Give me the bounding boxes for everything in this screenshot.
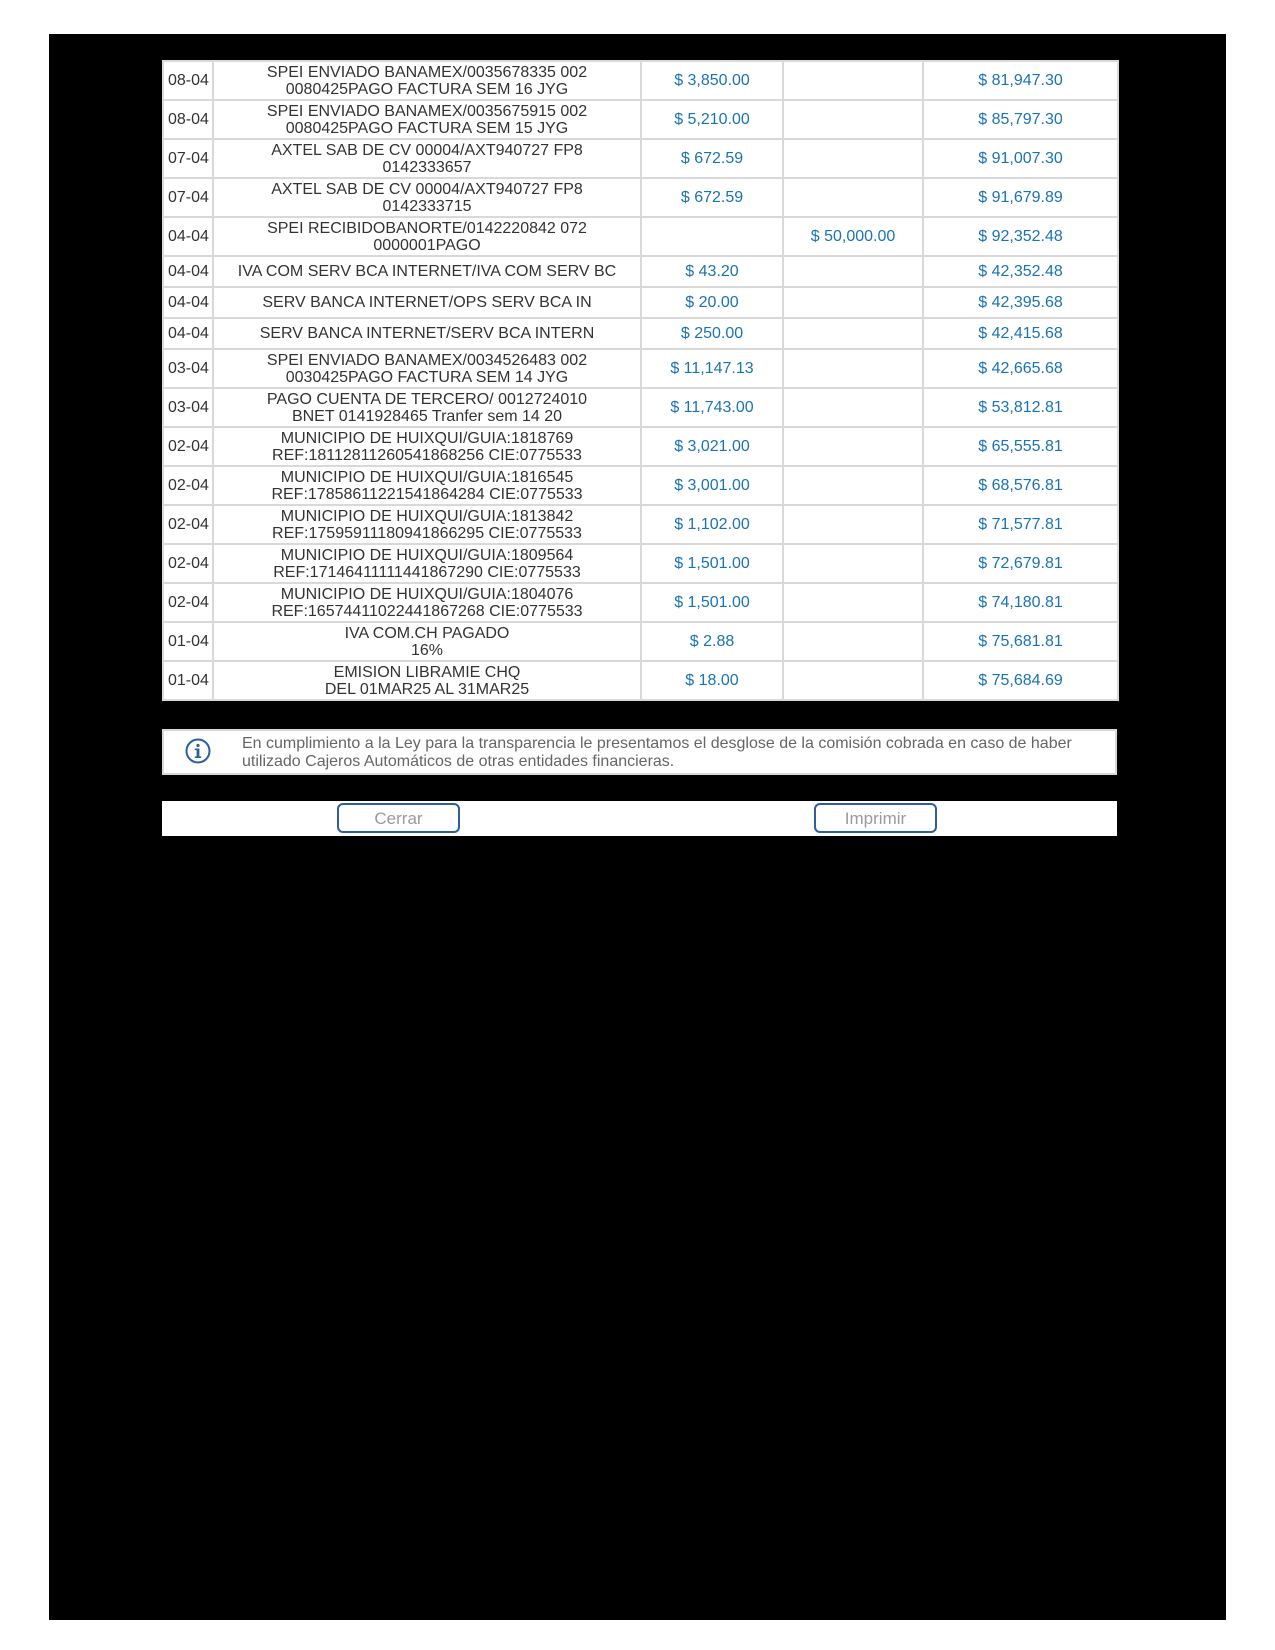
table-row (163, 349, 1118, 388)
transaction-charge: $ 1,102.00 (641, 505, 783, 544)
transaction-description (213, 100, 641, 139)
transaction-balance: $ 68,576.81 (923, 466, 1118, 505)
table-row (163, 139, 1118, 178)
transaction-balance: $ 85,797.30 (923, 100, 1118, 139)
transaction-deposit (783, 318, 923, 349)
transaction-deposit (783, 505, 923, 544)
transactions-panel (162, 60, 1117, 701)
transaction-balance: $ 91,007.30 (923, 139, 1118, 178)
commission-notice-text: En cumplimiento a la Ley para la transparencia le presentamos el desglose de la comisión cobrada en caso de haber utilizado Cajeros Automáticos de otras entidades financieras. (242, 735, 1072, 770)
transaction-charge (641, 217, 783, 256)
transaction-deposit (783, 583, 923, 622)
description-line: REF:18112811260541868256 CIE:0775533 (272, 446, 582, 464)
transaction-date: 07-04 (163, 139, 213, 178)
transaction-charge: $ 1,501.00 (641, 583, 783, 622)
transaction-deposit (783, 139, 923, 178)
transaction-deposit (783, 256, 923, 287)
transaction-description (213, 61, 641, 100)
close-button[interactable]: Cerrar (337, 803, 460, 833)
table-row (163, 661, 1118, 700)
transaction-description (213, 583, 641, 622)
description-line: 0000001PAGO (373, 236, 481, 254)
transactions-table (162, 60, 1119, 701)
description-line: PAGO CUENTA DE TERCERO/ 0012724010 (266, 390, 588, 408)
transaction-charge: $ 3,850.00 (641, 61, 783, 100)
transaction-charge: $ 3,001.00 (641, 466, 783, 505)
transaction-balance: $ 42,395.68 (923, 287, 1118, 318)
description-line: REF:17595911180941866295 CIE:0775533 (272, 524, 582, 542)
description-line: SERV BANCA INTERNET/SERV BCA INTERN (259, 325, 595, 342)
info-icon (185, 738, 211, 764)
transaction-description (213, 318, 641, 349)
transaction-description (213, 427, 641, 466)
transaction-date: 02-04 (163, 505, 213, 544)
description-line: MUNICIPIO DE HUIXQUI/GUIA:1813842 (280, 507, 574, 525)
description-line: REF:16574411022441867268 CIE:0775533 (271, 602, 583, 620)
description-line: DEL 01MAR25 AL 31MAR25 (324, 680, 530, 698)
transaction-charge: $ 11,743.00 (641, 388, 783, 427)
transaction-date: 03-04 (163, 388, 213, 427)
description-line: REF:17146411111441867290 CIE:0775533 (273, 563, 581, 581)
description-line: BNET 0141928465 Tranfer sem 14 20 (291, 407, 563, 425)
transaction-balance: $ 53,812.81 (923, 388, 1118, 427)
description-line: MUNICIPIO DE HUIXQUI/GUIA:1818769 (280, 429, 574, 447)
description-line: MUNICIPIO DE HUIXQUI/GUIA:1804076 (280, 585, 574, 603)
table-row (163, 466, 1118, 505)
description-line: 0142333715 (382, 197, 472, 215)
transaction-date: 07-04 (163, 178, 213, 217)
table-row (163, 100, 1118, 139)
transaction-charge: $ 18.00 (641, 661, 783, 700)
transaction-date: 02-04 (163, 583, 213, 622)
transaction-description (213, 349, 641, 388)
transaction-date: 02-04 (163, 427, 213, 466)
description-line: SPEI ENVIADO BANAMEX/0035678335 002 (266, 63, 588, 81)
description-line: SPEI RECIBIDOBANORTE/0142220842 072 (267, 219, 587, 237)
transaction-deposit (783, 349, 923, 388)
transaction-charge: $ 11,147.13 (641, 349, 783, 388)
transaction-balance: $ 42,665.68 (923, 349, 1118, 388)
description-line: AXTEL SAB DE CV 00004/AXT940727 FP8 (271, 141, 583, 159)
description-line: IVA COM SERV BCA INTERNET/IVA COM SERV BC (237, 263, 617, 280)
transaction-deposit (783, 287, 923, 318)
description-line: MUNICIPIO DE HUIXQUI/GUIA:1809564 (280, 546, 574, 564)
transaction-description (213, 256, 641, 287)
action-bar (162, 801, 1117, 836)
description-line: SPEI ENVIADO BANAMEX/0035675915 002 (266, 102, 588, 120)
transactions-table-body (163, 61, 1118, 700)
transaction-balance: $ 92,352.48 (923, 217, 1118, 256)
transaction-date: 04-04 (163, 256, 213, 287)
description-line: IVA COM.CH PAGADO (344, 624, 510, 642)
transaction-deposit (783, 544, 923, 583)
transaction-date: 01-04 (163, 622, 213, 661)
transaction-balance: $ 65,555.81 (923, 427, 1118, 466)
transaction-charge: $ 3,021.00 (641, 427, 783, 466)
transaction-charge: $ 1,501.00 (641, 544, 783, 583)
table-row (163, 217, 1118, 256)
transaction-description (213, 505, 641, 544)
transaction-date: 04-04 (163, 318, 213, 349)
table-row (163, 178, 1118, 217)
table-row (163, 622, 1118, 661)
transaction-balance: $ 42,415.68 (923, 318, 1118, 349)
description-line: EMISION LIBRAMIE CHQ (333, 663, 521, 681)
table-row (163, 256, 1118, 287)
description-line: SERV BANCA INTERNET/OPS SERV BCA IN (262, 294, 592, 311)
transaction-date: 08-04 (163, 61, 213, 100)
description-line: 0080425PAGO FACTURA SEM 15 JYG (285, 119, 569, 137)
table-row (163, 61, 1118, 100)
transaction-date: 04-04 (163, 217, 213, 256)
transaction-balance: $ 72,679.81 (923, 544, 1118, 583)
transaction-charge: $ 672.59 (641, 178, 783, 217)
transaction-deposit (783, 466, 923, 505)
transaction-description (213, 622, 641, 661)
transaction-deposit (783, 661, 923, 700)
transaction-date: 01-04 (163, 661, 213, 700)
transaction-description (213, 388, 641, 427)
transaction-deposit (783, 178, 923, 217)
transaction-charge: $ 5,210.00 (641, 100, 783, 139)
transaction-deposit (783, 100, 923, 139)
table-row (163, 505, 1118, 544)
transaction-description (213, 466, 641, 505)
transaction-balance: $ 71,577.81 (923, 505, 1118, 544)
description-line: 0030425PAGO FACTURA SEM 14 JYG (285, 368, 569, 386)
transaction-charge: $ 672.59 (641, 139, 783, 178)
transaction-balance: $ 75,681.81 (923, 622, 1118, 661)
transaction-charge: $ 43.20 (641, 256, 783, 287)
transaction-description (213, 178, 641, 217)
description-line: AXTEL SAB DE CV 00004/AXT940727 FP8 (271, 180, 583, 198)
transaction-balance: $ 91,679.89 (923, 178, 1118, 217)
transaction-description (213, 217, 641, 256)
commission-notice (162, 729, 1117, 775)
transaction-charge: $ 250.00 (641, 318, 783, 349)
transaction-date: 02-04 (163, 544, 213, 583)
transaction-deposit (783, 622, 923, 661)
table-row (163, 544, 1118, 583)
transaction-deposit (783, 61, 923, 100)
transaction-deposit (783, 427, 923, 466)
description-line: SPEI ENVIADO BANAMEX/0034526483 002 (266, 351, 588, 369)
transaction-balance: $ 75,684.69 (923, 661, 1118, 700)
description-line: REF:17858611221541864284 CIE:0775533 (271, 485, 583, 503)
transaction-charge: $ 20.00 (641, 287, 783, 318)
table-row (163, 388, 1118, 427)
transaction-balance: $ 42,352.48 (923, 256, 1118, 287)
description-line: MUNICIPIO DE HUIXQUI/GUIA:1816545 (280, 468, 574, 486)
print-button[interactable]: Imprimir (814, 803, 937, 833)
transaction-description (213, 139, 641, 178)
description-line: 16% (410, 641, 444, 659)
transaction-deposit (783, 388, 923, 427)
transaction-balance: $ 74,180.81 (923, 583, 1118, 622)
table-row (163, 427, 1118, 466)
table-row (163, 287, 1118, 318)
transaction-description (213, 287, 641, 318)
transaction-date: 04-04 (163, 287, 213, 318)
transaction-date: 08-04 (163, 100, 213, 139)
description-line: 0142333657 (382, 158, 472, 176)
transaction-charge: $ 2.88 (641, 622, 783, 661)
transaction-date: 02-04 (163, 466, 213, 505)
transaction-date: 03-04 (163, 349, 213, 388)
transaction-description (213, 544, 641, 583)
transaction-balance: $ 81,947.30 (923, 61, 1118, 100)
table-row (163, 318, 1118, 349)
transaction-description (213, 661, 641, 700)
table-row (163, 583, 1118, 622)
description-line: 0080425PAGO FACTURA SEM 16 JYG (285, 80, 569, 98)
transaction-deposit: $ 50,000.00 (783, 217, 923, 256)
